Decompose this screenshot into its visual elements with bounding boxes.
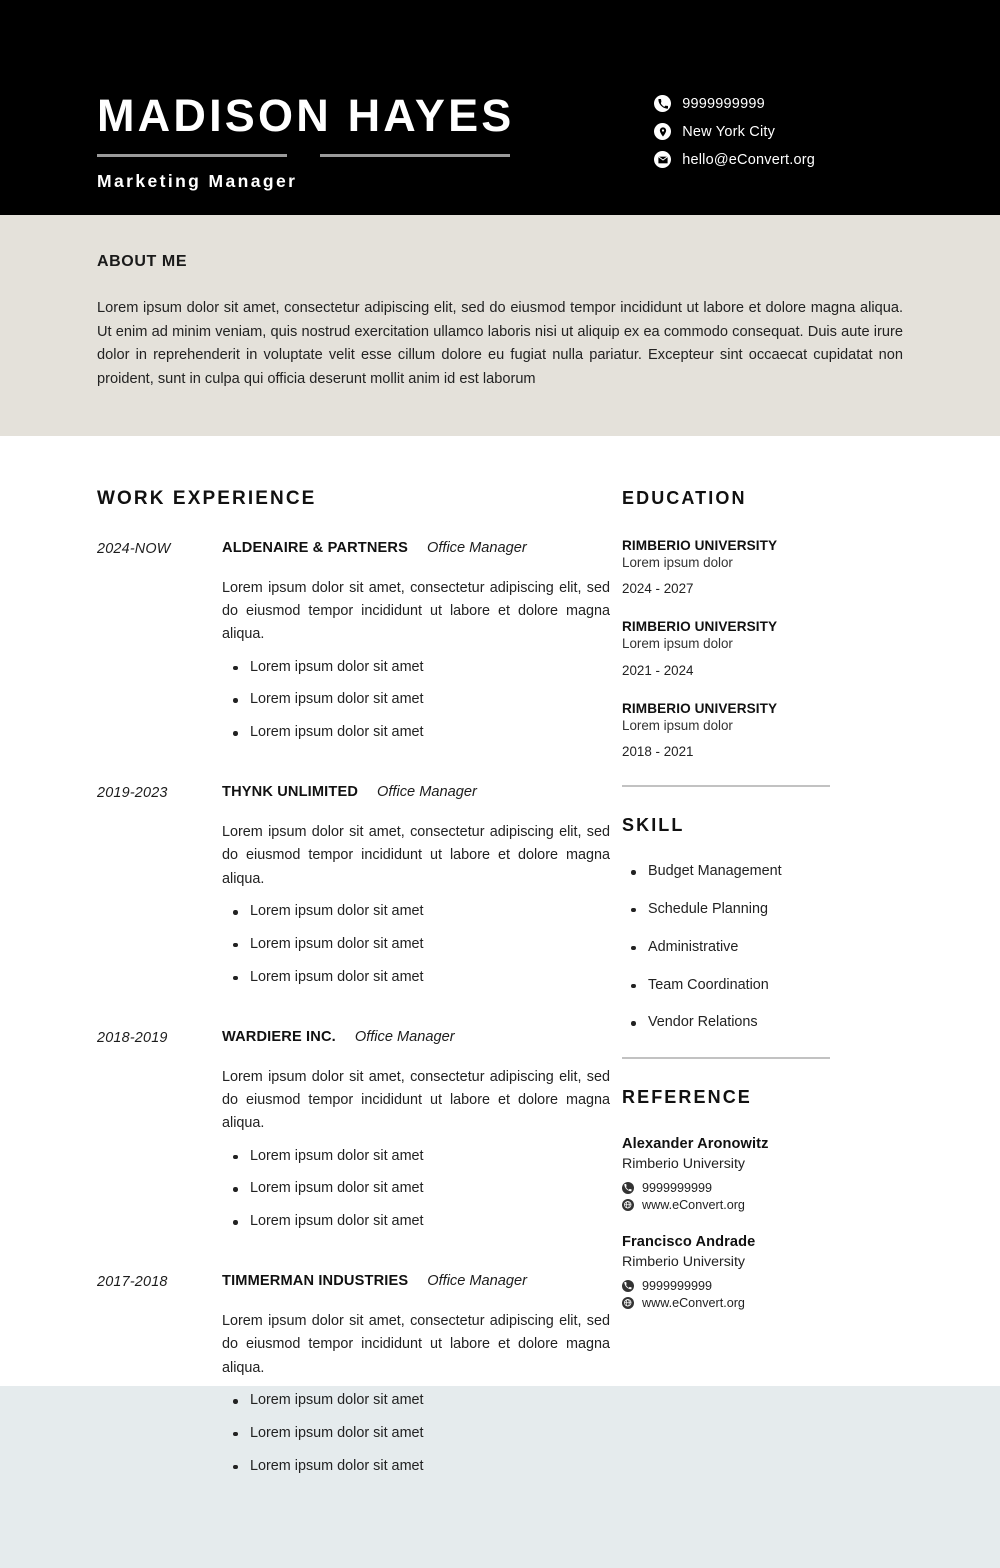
list-item: Budget Management <box>622 864 900 880</box>
list-item: Lorem ipsum dolor sit amet <box>222 660 610 676</box>
sidebar-divider-education-skill <box>622 785 830 787</box>
contact-location[interactable] <box>654 123 815 140</box>
work-entry-company: WARDIERE INC. <box>222 1028 336 1045</box>
list-item: Lorem ipsum dolor sit amet <box>222 1214 610 1230</box>
name-block <box>97 90 515 192</box>
reference-phone[interactable] <box>622 1279 900 1293</box>
education-section <box>622 488 900 759</box>
education-degree: Lorem ipsum dolor <box>622 717 733 733</box>
reference-title: REFERENCE <box>622 1087 752 1108</box>
education-years: 2021 - 2024 <box>622 662 694 678</box>
reference-website[interactable] <box>622 1296 900 1310</box>
education-entry <box>622 700 900 759</box>
contact-phone-text: 9999999999 <box>682 95 765 112</box>
reference-organization: Rimberio University <box>622 1254 745 1271</box>
list-item: Lorem ipsum dolor sit amet <box>222 1393 610 1409</box>
about-me-title: ABOUT ME <box>97 253 188 270</box>
reference-phone-text: 9999999999 <box>642 1181 713 1196</box>
about-me-text: Lorem ipsum dolor sit amet, consectetur adipiscing elit, sed do eiusmod tempor incididunt ut labore et dolore magna aliqua. Ut enim ad minim veniam, quis nostrud exercitation ullamco laboris nisi ut aliquip ex ea commodo consequat. Duis aute irure dolor in reprehenderit in voluptate velit esse cillum dolore eu fugiat nulla pariatur. Excepteur sint occaecat cupidatat non proident, sunt in culpa qui officia deserunt mollit anim id est laborum <box>97 300 903 387</box>
job-title-subtitle: Marketing Manager <box>97 171 298 191</box>
list-item: Lorem ipsum dolor sit amet <box>222 1181 610 1197</box>
education-school: RIMBERIO UNIVERSITY <box>622 619 778 635</box>
education-years: 2018 - 2021 <box>622 744 694 760</box>
title-underline-segment-left <box>97 154 287 157</box>
contact-location-text: New York City <box>682 123 776 140</box>
work-entry-company: TIMMERMAN INDUSTRIES <box>222 1273 409 1290</box>
list-item: Schedule Planning <box>622 902 900 918</box>
work-experience-title: WORK EXPERIENCE <box>97 487 317 509</box>
resume-sidebar <box>608 488 1000 1518</box>
sidebar-divider-skill-reference <box>622 1057 830 1059</box>
work-entry-date: 2019-2023 <box>97 785 168 802</box>
work-entry-description: Lorem ipsum dolor sit amet, consectetur adipiscing elit, sed do eiusmod tempor incididunt ut labore et dolore magna aliqua. <box>222 579 610 643</box>
education-school: RIMBERIO UNIVERSITY <box>622 537 778 553</box>
work-entry-date: 2018-2019 <box>97 1029 168 1046</box>
skill-section <box>622 815 900 1031</box>
work-entry-role: Office Manager <box>377 784 477 801</box>
list-item: Team Coordination <box>622 978 900 994</box>
title-underline <box>97 154 510 157</box>
list-item: Lorem ipsum dolor sit amet <box>222 937 610 953</box>
reference-phone[interactable] <box>622 1181 900 1195</box>
list-item: Lorem ipsum dolor sit amet <box>222 1426 610 1442</box>
education-school: RIMBERIO UNIVERSITY <box>622 700 778 716</box>
work-entry <box>97 1273 608 1492</box>
list-item: Lorem ipsum dolor sit amet <box>222 970 610 986</box>
education-entry <box>622 618 900 677</box>
work-entry-date: 2024-NOW <box>97 540 171 557</box>
reference-website-text: www.eConvert.org <box>642 1198 745 1213</box>
title-underline-segment-right <box>320 154 510 157</box>
work-entry-bullets <box>222 1393 610 1475</box>
work-entry-bullets <box>222 904 610 986</box>
work-entry-description: Lorem ipsum dolor sit amet, consectetur adipiscing elit, sed do eiusmod tempor incididunt ut labore et dolore magna aliqua. <box>222 824 610 887</box>
phone-icon <box>622 1182 634 1194</box>
list-item: Lorem ipsum dolor sit amet <box>222 1149 610 1165</box>
phone-icon <box>654 95 671 112</box>
resume-body <box>0 436 1000 1518</box>
work-entry-date: 2017-2018 <box>97 1274 168 1291</box>
contact-phone[interactable] <box>654 95 815 112</box>
work-entry-description: Lorem ipsum dolor sit amet, consectetur adipiscing elit, sed do eiusmod tempor incididunt ut labore et dolore magna aliqua. <box>222 1068 610 1132</box>
contact-email-text: hello@eConvert.org <box>682 151 815 168</box>
reference-entry <box>622 1234 900 1310</box>
education-degree: Lorem ipsum dolor <box>622 636 733 652</box>
phone-icon <box>622 1280 634 1292</box>
work-entry-company: ALDENAIRE & PARTNERS <box>222 539 408 556</box>
envelope-icon <box>654 151 671 168</box>
work-entry-role: Office Manager <box>426 539 527 556</box>
reference-section <box>622 1087 900 1310</box>
skill-list <box>622 864 900 1031</box>
work-entry-bullets <box>222 1149 610 1231</box>
globe-icon <box>622 1199 634 1211</box>
list-item: Vendor Relations <box>622 1015 900 1031</box>
work-entry-company: THYNK UNLIMITED <box>222 784 359 801</box>
reference-entry <box>622 1136 900 1212</box>
work-entry-role: Office Manager <box>354 1028 455 1045</box>
reference-website-text: www.eConvert.org <box>642 1296 745 1311</box>
work-entry <box>97 540 608 759</box>
education-degree: Lorem ipsum dolor <box>622 554 733 570</box>
globe-icon <box>622 1297 634 1309</box>
skill-title: SKILL <box>622 815 685 836</box>
work-entry-bullets <box>222 660 610 742</box>
page-title: MADISON HAYES <box>97 90 515 141</box>
reference-phone-text: 9999999999 <box>642 1279 713 1294</box>
work-entry <box>97 1029 608 1248</box>
education-years: 2024 - 2027 <box>622 581 694 597</box>
contact-email[interactable] <box>654 151 815 168</box>
about-me-section <box>0 215 1000 436</box>
work-entry-role: Office Manager <box>427 1273 528 1290</box>
work-experience-section <box>0 488 608 1518</box>
resume-header <box>0 0 1000 215</box>
reference-organization: Rimberio University <box>622 1156 745 1173</box>
education-entry <box>622 537 900 596</box>
location-pin-icon <box>654 123 671 140</box>
list-item: Lorem ipsum dolor sit amet <box>222 692 610 708</box>
reference-name: Alexander Aronowitz <box>622 1136 769 1153</box>
work-entry-description: Lorem ipsum dolor sit amet, consectetur adipiscing elit, sed do eiusmod tempor incididunt ut labore et dolore magna aliqua. <box>222 1313 610 1376</box>
reference-name: Francisco Andrade <box>622 1234 756 1251</box>
list-item: Lorem ipsum dolor sit amet <box>222 725 610 741</box>
contact-list <box>654 95 815 168</box>
work-entry <box>97 784 608 1003</box>
list-item: Lorem ipsum dolor sit amet <box>222 1459 610 1475</box>
page-bottom-margin <box>0 1518 1000 1568</box>
list-item: Lorem ipsum dolor sit amet <box>222 904 610 920</box>
education-title: EDUCATION <box>622 487 747 508</box>
list-item: Administrative <box>622 940 900 956</box>
reference-website[interactable] <box>622 1198 900 1212</box>
